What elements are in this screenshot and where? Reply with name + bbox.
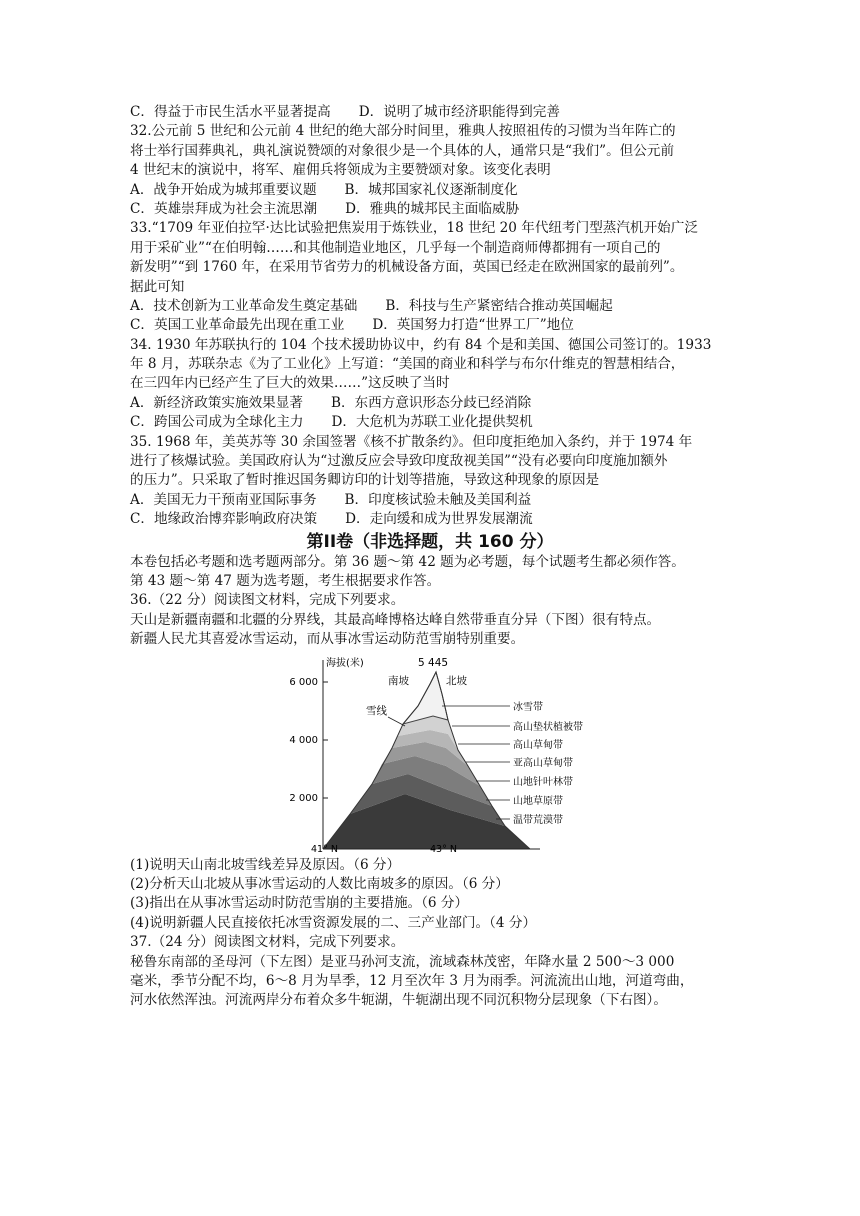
option-d: D．英国努力打造“世界工厂”地位 bbox=[372, 317, 574, 334]
zone-label: 冰雪带 bbox=[513, 701, 543, 713]
q34-text: 年 8 月，苏联杂志《为了工业化》上写道：“美国的商业和科学与布尔什维克的智慧相结合， bbox=[130, 356, 685, 373]
q32-text: 4 世纪末的演说中，将军、雇佣兵将领成为主要赞颂对象。该变化表明 bbox=[130, 162, 551, 179]
q35-text: 进行了核爆试验。美国政府认为“过激反应会导致印度敌视美国”“没有必要向印度施加额外 bbox=[130, 453, 668, 470]
peak-name bbox=[410, 654, 452, 655]
section-intro: 第 43 题～第 47 题为选考题，考生根据要求作答。 bbox=[130, 572, 441, 589]
q36-text: 天山是新疆南疆和北疆的分界线，其最高峰博格达峰自然带垂直分异（下图）很有特点。 bbox=[130, 611, 661, 628]
option-b: B．印度核试验未触及美国利益 bbox=[344, 491, 532, 508]
zone-label: 山地草原带 bbox=[513, 795, 563, 807]
q33-text: 33.“1709 年亚伯拉罕·达比试验把焦炭用于炼铁业，18 世纪 20 年代纽考门型蒸汽机开始广泛 bbox=[130, 220, 698, 237]
option-a: A．技术创新为工业革命发生奠定基础 bbox=[130, 297, 358, 314]
option-d: D．走向缓和成为世界发展潮流 bbox=[345, 511, 533, 528]
q36-subquestion: (3)指出在从事冰雪运动时防范雪崩的主要措施。（6 分） bbox=[130, 895, 469, 912]
option-c: C．地缘政治博弈影响政府决策 bbox=[130, 511, 318, 528]
q32-text: 32.公元前 5 世纪和公元前 4 世纪的绝大部分时间里，雅典人按照祖传的习惯为当年阵亡的 bbox=[130, 123, 676, 140]
option-line bbox=[130, 394, 730, 413]
q34-text: 在三四年内已经产生了巨大的效果……”这反映了当时 bbox=[130, 375, 450, 392]
option-a: A．新经济政策实施效果显著 bbox=[130, 394, 303, 411]
option-d: D．大危机为苏联工业化提供契机 bbox=[331, 414, 533, 431]
q36-subquestion: (4)说明新疆人民直接依托冰雪资源发展的二、三产业部门。（4 分） bbox=[130, 914, 537, 931]
q33-text: 用于采矿业”“在伯明翰……和其他制造业地区，几乎每一个制造商师傅都拥有一项自己的 bbox=[130, 239, 661, 256]
q37-text: 河水依然浑浊。河流两岸分布着众多牛轭湖，牛轭湖出现不同沉积物分层现象（下右图）。 bbox=[130, 992, 667, 1009]
section-title: 第II卷（非选择题，共 160 分） bbox=[306, 531, 554, 552]
snow-line-label: 雪线 bbox=[366, 704, 387, 717]
option-line bbox=[130, 510, 730, 529]
option-b: B．科技与生产紧密结合推动英国崛起 bbox=[385, 297, 613, 314]
y-tick-label: 2 000 bbox=[289, 792, 318, 804]
option-c: C．英国工业革命最先出现在重工业 bbox=[130, 317, 345, 334]
y-tick-label: 4 000 bbox=[289, 734, 318, 746]
q34-text: 34. 1930 年苏联执行的 104 个技术援助协议中，约有 84 个是和美国、德国公司签订的。1933 bbox=[130, 336, 712, 353]
q35-text: 35. 1968 年，美英苏等 30 余国签署《核不扩散条约》。但印度拒绝加入条约，并于 1974 年 bbox=[130, 433, 693, 450]
q35-text: 的压力”。只采取了暂时推迟国务卿访印的计划等措施，导致这种现象的原因是 bbox=[130, 472, 600, 489]
q33-text: 据此可知 bbox=[130, 278, 185, 295]
option-line bbox=[130, 491, 730, 510]
zone-label: 山地针叶林带 bbox=[513, 776, 573, 788]
option-line bbox=[130, 297, 730, 316]
option-c: C．跨国公司成为全球化主力 bbox=[130, 414, 304, 431]
option-line bbox=[130, 181, 730, 200]
q37-text: 秘鲁东南部的圣母河（下左图）是亚马孙河支流，流域森林茂密，年降水量 2 500～3 000 bbox=[130, 953, 675, 970]
mountain-diagram bbox=[130, 654, 730, 854]
option-c: C．得益于市民生活水平显著提高 bbox=[130, 104, 331, 120]
q32-text: 将士举行国葬典礼，典礼演说赞颂的对象很少是一个具体的人，通常只是“我们”。但公元前 bbox=[130, 142, 675, 159]
option-a: A．美国无力干预南亚国际事务 bbox=[130, 491, 317, 508]
south-slope-label: 南坡 bbox=[388, 674, 409, 687]
q37-heading: 37.（24 分）阅读图文材料，完成下列要求。 bbox=[130, 934, 405, 951]
q36-heading: 36.（22 分）阅读图文材料，完成下列要求。 bbox=[130, 592, 405, 609]
section-intro: 本卷包括必考题和选考题两部分。第 36 题～第 42 题为必考题，每个试题考生都必须作答。 bbox=[130, 553, 685, 570]
q36-text: 新疆人民尤其喜爱冰雪运动，而从事冰雪运动防范雪崩特别重要。 bbox=[130, 631, 525, 648]
option-b: B．城邦国家礼仪逐渐制度化 bbox=[344, 181, 518, 198]
zone-label: 高山草甸带 bbox=[513, 739, 563, 751]
option-line bbox=[130, 200, 730, 219]
q33-text: 新发明”“到 1760 年，在采用节省劳力的机械设备方面，英国已经走在欧洲国家的最前列”。 bbox=[130, 259, 684, 276]
option-c: C．英雄崇拜成为社会主流思潮 bbox=[130, 200, 318, 217]
option-line bbox=[130, 413, 730, 432]
snow-line-leader bbox=[388, 717, 405, 726]
y-axis-label: 海拔(米) bbox=[326, 657, 364, 669]
option-line bbox=[130, 103, 730, 122]
option-d: D．说明了城市经济职能得到完善 bbox=[358, 104, 560, 120]
zone-label: 亚高山草甸带 bbox=[513, 757, 573, 769]
y-tick-label: 6 000 bbox=[289, 676, 318, 688]
peak-height: 5 445 bbox=[418, 656, 449, 669]
vertical-zonation-figure bbox=[130, 654, 730, 854]
exam-page bbox=[130, 103, 730, 1011]
q36-subquestion: (2)分析天山北坡从事冰雪运动的人数比南坡多的原因。（6 分） bbox=[130, 875, 509, 892]
zone-label: 温带荒漠带 bbox=[513, 814, 563, 826]
q36-subquestion: (1)说明天山南北坡雪线差异及原因。（6 分） bbox=[130, 856, 401, 873]
option-a: A．战争开始成为城邦重要议题 bbox=[130, 181, 317, 198]
x-tick-label: 41° N bbox=[311, 843, 338, 854]
north-slope-label: 北坡 bbox=[446, 674, 467, 687]
option-b: B．东西方意识形态分歧已经消除 bbox=[330, 394, 532, 411]
option-d: D．雅典的城邦民主面临威胁 bbox=[345, 200, 520, 217]
option-line bbox=[130, 316, 730, 335]
x-tick-label: 43° N bbox=[430, 843, 457, 854]
zone-label: 高山垫状植被带 bbox=[513, 721, 583, 733]
q37-text: 毫米，季节分配不均，6～8 月为旱季，12 月至次年 3 月为雨季。河流流出山地，河道弯曲， bbox=[130, 972, 694, 989]
